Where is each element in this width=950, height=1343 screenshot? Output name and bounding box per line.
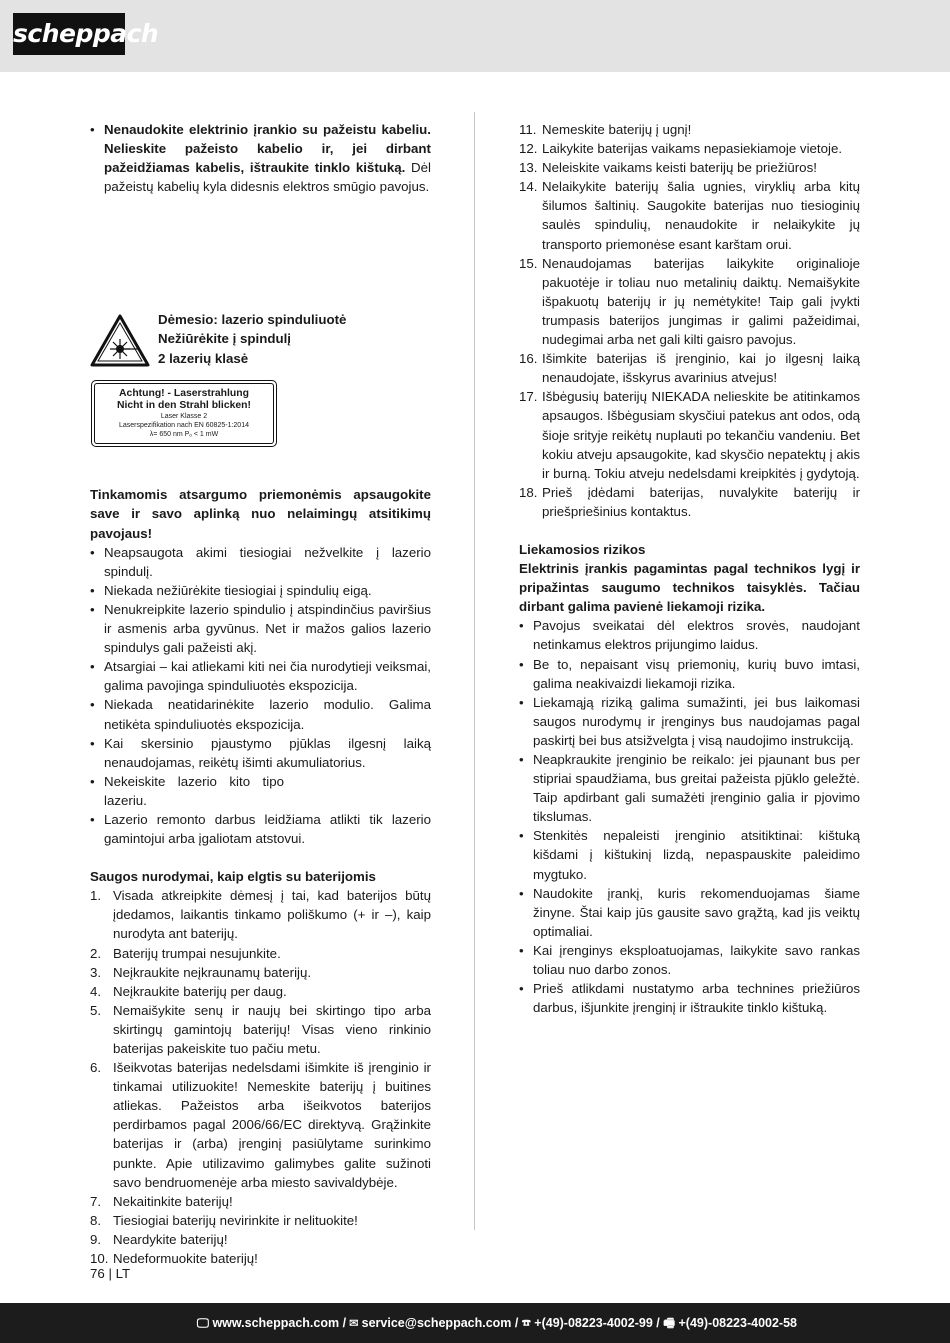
battery-item-number: 15. bbox=[519, 255, 538, 271]
battery-item-text: Išbėgusių baterijų NIEKADA nelieskite be atitinkamos apsaugos. Išbėgusiam skysčiui patekus ant odos, odą šioje srityje reikėtų nuplauti po tekančiu vandeniu. Bet kokiu atveju apsaugokite, kad skysčio nepatektų į akis ir burną. Tokiu atveju nedelsdami kreipkitės į gydytoją. bbox=[542, 389, 860, 481]
battery-item-text: Tiesiogiai baterijų nevirinkite ir nelituokite! bbox=[113, 1212, 358, 1228]
protect-heading: Tinkamomis atsargumo priemonėmis apsaugokite save ir savo aplinką nuo nelaimingų atsitikimų pavojaus! bbox=[90, 487, 431, 541]
laser-warning-text bbox=[158, 310, 346, 367]
battery-item bbox=[519, 120, 860, 139]
footer-phone: +(49)-08223-4002-99 bbox=[534, 1316, 653, 1330]
battery-item-text: Nenaudojamas baterijas laikykite originalioje pakuotėje ir toliau nuo metalinių daiktų. Nemaišykite išpakuotų baterijų ir jų nemėtykite! Taip gali įvykti trumpasis baterijos jungimas ir galimi pažeidimai, nudegimai arba net gali kilti gaisro pavojus. bbox=[542, 255, 860, 348]
list-item: • Niekada nežiūrėkite tiesiogiai į spindulių eigą. bbox=[90, 581, 431, 600]
battery-item-number: 8. bbox=[90, 1212, 102, 1228]
footer-email[interactable]: service@scheppach.com bbox=[361, 1316, 512, 1330]
battery-item-number: 5. bbox=[90, 1002, 102, 1018]
battery-item-number: 3. bbox=[90, 964, 102, 980]
list-item: • Kai skersinio pjaustymo pjūklas ilgesnį laiką nenaudojamas, reikėtų išimti akumuliatorius. bbox=[90, 734, 431, 772]
battery-item bbox=[519, 254, 860, 349]
list-item: • Naudokite įrankį, kuris rekomenduojamas šiame žinyne. Štai kaip jūs gausite savo grąžtą, kad jis veiktų optimaliai. bbox=[519, 884, 860, 941]
battery-item bbox=[90, 1230, 431, 1249]
battery-item-number: 6. bbox=[90, 1060, 102, 1076]
intro-normal-text: Dėl pažeistų kabelių kyla didesnis elektros smūgio pavojus. bbox=[104, 160, 431, 195]
page-language: LT bbox=[115, 1266, 131, 1281]
battery-item-number: 1. bbox=[90, 888, 102, 904]
battery-item bbox=[519, 139, 860, 158]
list-item: • Lazerio remonto darbus leidžiama atlikti tik lazerio gamintojui arba įgaliotam atstovui. bbox=[90, 810, 431, 848]
battery-item-text: Prieš įdėdami baterijas, nuvalykite baterijų ir priešpriešinius kontaktus. bbox=[542, 484, 860, 519]
battery-item bbox=[519, 158, 860, 177]
laser-warning-line: Nežiūrėkite į spindulį bbox=[158, 331, 291, 347]
laser-class-label-inner bbox=[94, 383, 274, 444]
list-item: • Nenukreipkite lazerio spindulio į atspindinčius paviršius ir asmenis arba gyvūnus. Net ir mažos galios lazerio spindulys gali pažeisti akį. bbox=[90, 600, 431, 657]
intro-bold-text: Nenaudokite elektrinio įrankio su pažeistu kabeliu. Nelieskite pažeisto kabelio ir, jei dirbant pažeidžiamas kabelis, ištraukite tinklo kištuką. bbox=[104, 122, 431, 176]
battery-item-number: 12. bbox=[519, 141, 538, 157]
battery-item-number: 17. bbox=[519, 389, 538, 405]
battery-item-text: Nemaišykite senų ir naujų bei skirtingo tipo arba skirtingų gamintojų baterijų! Visas vieno rinkinio baterijas pakeiskite tuo pačiu metu. bbox=[113, 1002, 431, 1056]
laser-warning-line: Dėmesio: lazerio spinduliuotė bbox=[158, 312, 347, 328]
battery-item-number: 16. bbox=[519, 351, 538, 367]
battery-list-left bbox=[90, 886, 431, 1268]
laser-label-line: λ= 650 nm Pₒ < 1 mW bbox=[149, 431, 219, 439]
battery-item-text: Nedeformuokite baterijų! bbox=[113, 1251, 258, 1267]
battery-item-number: 18. bbox=[519, 484, 538, 500]
battery-item-text: Išeikvotas baterijas nedelsdami išimkite iš įrenginio ir tinkamai utilizuokite! Nemeskite baterijų į buitines atliekas. Pažeistos arba išeikvotos baterijos perdirbamos pagal 2006/66/EC direktyvą. Grąžinkite baterijas ir (arba) įrenginį pasiūlytame surinkimo punkte. Apie utilizavimo galimybes galite sužinoti savo bendruomenėje arba miesto savivaldybėje. bbox=[113, 1060, 431, 1190]
laser-label-line: Nicht in den Strahl blicken! bbox=[117, 400, 251, 412]
battery-item-number: 13. bbox=[519, 160, 538, 176]
laser-label-line: Laser Klasse 2 bbox=[160, 413, 208, 421]
list-item: • Prieš atlikdami nustatymo arba technines priežiūros darbus, išjunkite įrenginį ir ištraukite tinklo kištuką. bbox=[519, 979, 860, 1017]
battery-item bbox=[90, 982, 431, 1001]
battery-item-text: Neardykite baterijų! bbox=[113, 1231, 228, 1247]
list-item: • Kai įrenginys eksploatuojamas, laikykite savo rankas toliau nuo darbo zonos. bbox=[519, 941, 860, 979]
list-item: • Be to, nepaisant visų priemonių, kurių buvo imtasi, galima neakivaizdi liekamoji rizika. bbox=[519, 655, 860, 693]
battery-item-text: Nelaikykite baterijų šalia ugnies, viryklių arba kitų šilumos šaltinių. Saugokite baterijas nuo tiesioginių saulės spindulių, nenaudokite ir nelaikykite jų transporto priemonėse esant karštam orui. bbox=[542, 179, 860, 252]
battery-item-text: Neįkraukite neįkraunamų baterijų. bbox=[113, 964, 312, 980]
right-column bbox=[519, 120, 860, 1017]
list-item: • Liekamąją riziką galima sumažinti, jei bus laikomasi saugos nurodymų ir įrenginys bus naudojamas pagal paskirtį bei bus atsižvelgta į visą naudojimo instrukciją. bbox=[519, 693, 860, 750]
battery-item bbox=[90, 1058, 431, 1192]
page-number: 76 | LT bbox=[90, 1266, 131, 1281]
laser-class-label bbox=[91, 380, 277, 447]
battery-item bbox=[90, 1001, 431, 1058]
battery-heading: Saugos nurodymai, kaip elgtis su baterijomis bbox=[90, 869, 376, 885]
list-item: • Niekada neatidarinėkite lazerio modulio. Galima netikėta spinduliuotės ekspozicija. bbox=[90, 695, 431, 733]
battery-item bbox=[90, 1211, 431, 1230]
footer-bar: 🖵 www.scheppach.com / ✉ service@scheppach.com / ☎ +(49)-08223-4002-99 / 🖷 +(49)-08223-4002-58 bbox=[0, 1303, 950, 1343]
battery-item-number: 10. bbox=[90, 1251, 109, 1267]
battery-item bbox=[90, 963, 431, 982]
list-item: • Neapkraukite įrenginio be reikalo: jei pjaunant bus per stipriai spaudžiama, bus greitai pažeista pjūklo geležtė. Taip apdirbant gali sumažėti įrenginio galia ir pjovimo tikslumas. bbox=[519, 750, 860, 826]
residual-intro: Elektrinis įrankis pagamintas pagal technikos lygį ir pripažintas saugumo technikos taisyklės. Tačiau dirbant galima pavienė liekamoji rizika. bbox=[519, 561, 860, 615]
list-item: • Stenkitės nepaleisti įrenginio atsitiktinai: kištuką kišdami į kištukinį lizdą, nepaspauskite paleidimo mygtuko. bbox=[519, 826, 860, 883]
battery-list-right bbox=[519, 120, 860, 521]
battery-item bbox=[519, 349, 860, 387]
battery-item-number: 11. bbox=[519, 122, 537, 137]
battery-item-text: Nemeskite baterijų į ugnį! bbox=[542, 122, 692, 137]
header-bar bbox=[0, 0, 950, 72]
column-divider bbox=[474, 112, 475, 1230]
battery-item-text: Baterijų trumpai nesujunkite. bbox=[113, 945, 281, 961]
laser-label-line: Laserspezifikation nach EN 60825-1:2014 bbox=[119, 422, 249, 430]
left-column bbox=[90, 120, 431, 1268]
intro-item bbox=[90, 120, 431, 196]
battery-item-text: Neįkraukite baterijų per daug. bbox=[113, 983, 287, 999]
list-item: • Neapsaugota akimi tiesiogiai nežvelkite į lazerio spindulį. bbox=[90, 543, 431, 581]
list-item: • Pavojus sveikatai dėl elektros srovės, naudojant netinkamus elektros prijungimo laidus. bbox=[519, 616, 860, 654]
battery-item bbox=[519, 177, 860, 253]
brand-logo: scheppach bbox=[13, 13, 125, 55]
battery-item-number: 14. bbox=[519, 179, 538, 195]
laser-warning-block bbox=[90, 196, 431, 439]
battery-item-number: 7. bbox=[90, 1193, 102, 1209]
mail-icon: ✉ bbox=[349, 1316, 359, 1330]
intro-list bbox=[90, 120, 431, 196]
battery-item-text: Išimkite baterijas iš įrenginio, kai jo ilgesnį laiką nenaudojate, išskyrus avarinius atvejus! bbox=[542, 351, 860, 386]
page-number-value: 76 bbox=[90, 1266, 105, 1281]
residual-heading: Liekamosios rizikos bbox=[519, 541, 646, 557]
battery-item-number: 4. bbox=[90, 983, 102, 999]
phone-icon: ☎ bbox=[521, 1316, 531, 1330]
protect-list bbox=[90, 543, 431, 849]
footer-fax: +(49)-08223-4002-58 bbox=[678, 1316, 797, 1330]
battery-item bbox=[519, 483, 860, 521]
fax-icon: 🖷 bbox=[663, 1316, 676, 1330]
laser-warning-icon bbox=[90, 314, 150, 368]
list-item: • Atsargiai – kai atliekami kiti nei čia nurodytieji veiksmai, galima pavojinga spinduliuotės ekspozicija. bbox=[90, 657, 431, 695]
battery-item bbox=[519, 387, 860, 482]
battery-item bbox=[90, 886, 431, 943]
battery-item-text: Nekaitinkite baterijų! bbox=[113, 1193, 233, 1209]
battery-item-text: Visada atkreipkite dėmesį į tai, kad baterijos būtų įdedamos, laikantis tinkamo poliškumo (+ ir –), kaip nurodyta ant baterijų. bbox=[113, 888, 431, 942]
list-item: • Nekeiskite lazerio kito tipo lazeriu. bbox=[90, 772, 284, 810]
footer-website[interactable]: www.scheppach.com bbox=[212, 1316, 340, 1330]
battery-item-number: 9. bbox=[90, 1231, 102, 1247]
laser-label-line: Achtung! - Laserstrahlung bbox=[119, 388, 249, 400]
battery-item-text: Laikykite baterijas vaikams nepasiekiamoje vietoje. bbox=[542, 141, 843, 157]
battery-item bbox=[90, 1249, 431, 1268]
battery-item-text: Neleiskite vaikams keisti baterijų be priežiūros! bbox=[542, 160, 817, 176]
monitor-icon: 🖵 bbox=[196, 1316, 209, 1330]
laser-warning-line: 2 lazerių klasė bbox=[158, 350, 249, 366]
battery-item-number: 2. bbox=[90, 945, 102, 961]
residual-list bbox=[519, 616, 860, 1017]
battery-item bbox=[90, 944, 431, 963]
battery-item bbox=[90, 1192, 431, 1211]
